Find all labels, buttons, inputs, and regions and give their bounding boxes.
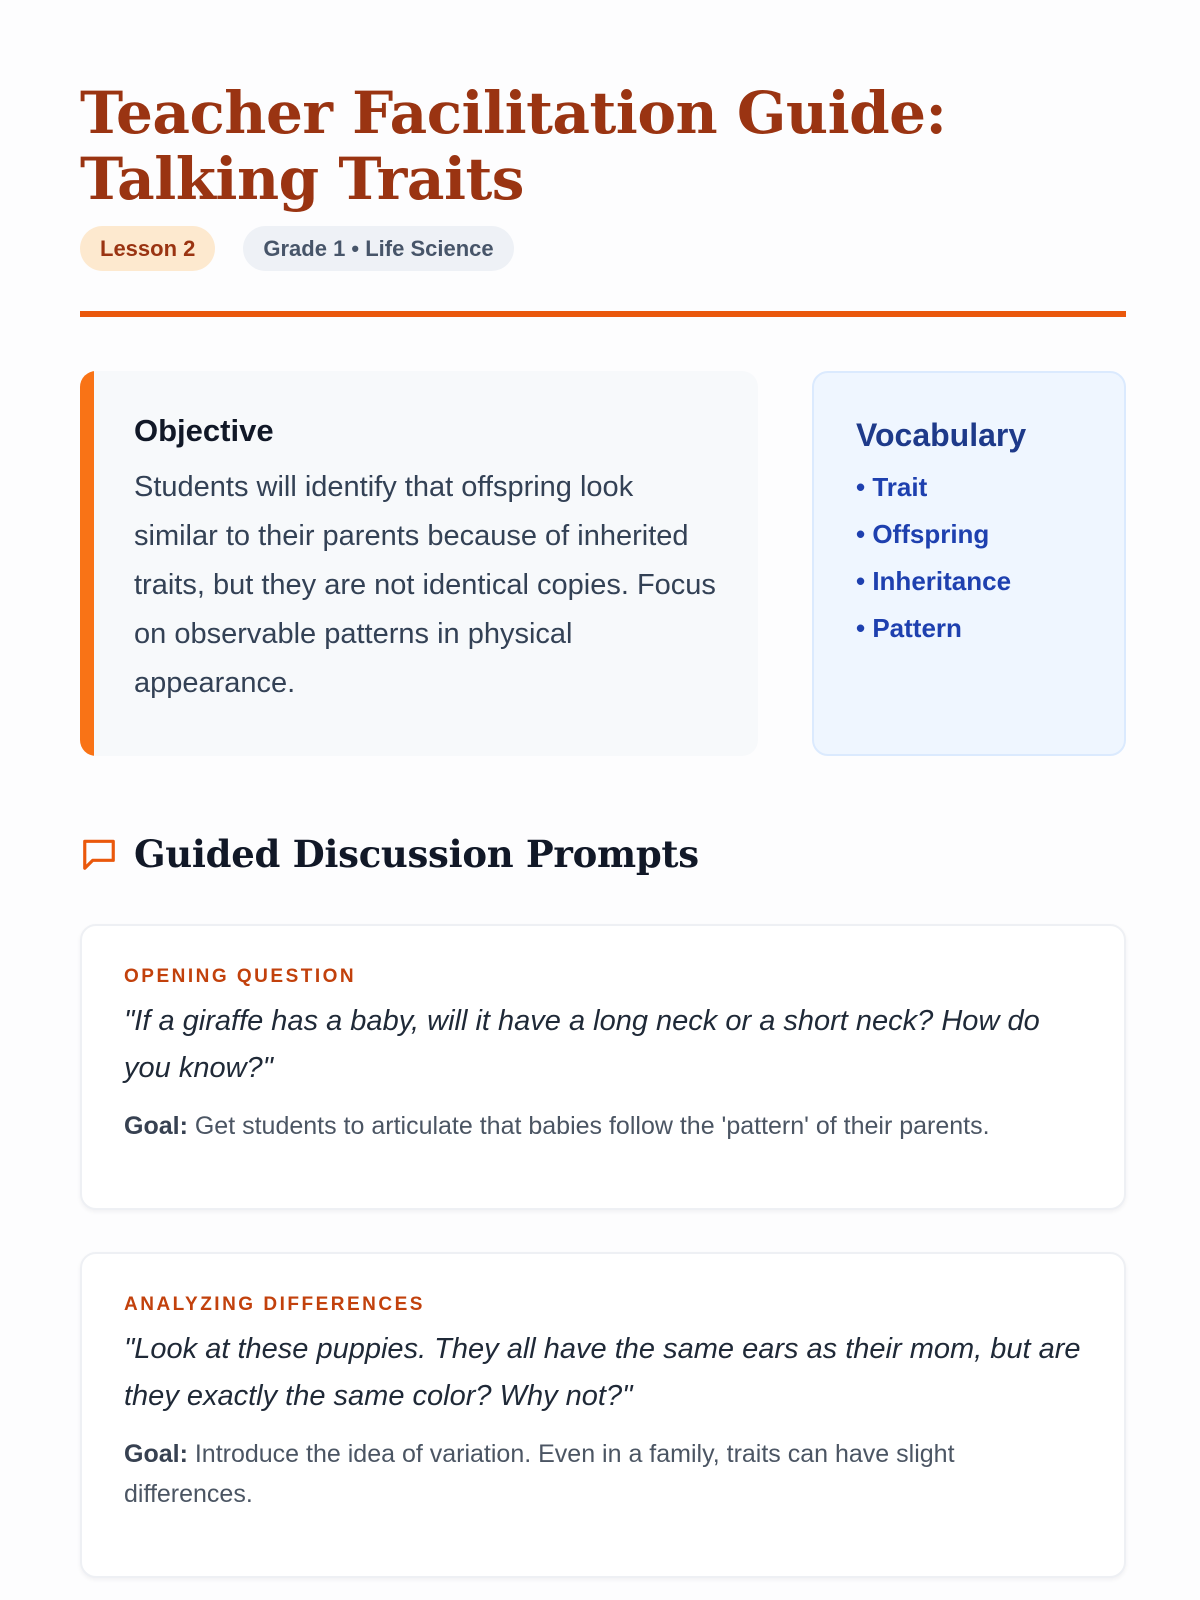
- discussion-title: Guided Discussion Prompts: [134, 832, 699, 876]
- objective-accent-bar: [80, 371, 94, 756]
- page-title: Teacher Facilitation Guide: Talking Traits: [80, 79, 947, 213]
- vocabulary-item: • Pattern: [856, 613, 962, 643]
- prompt-goal: [124, 1106, 1082, 1146]
- prompt-question: "If a giraffe has a baby, will it have a long neck or a short neck? How do you know?": [124, 1005, 1040, 1084]
- badge-row: [80, 226, 1120, 271]
- goal-label: Goal:: [124, 1112, 188, 1140]
- prompt-label: ANALYZING DIFFERENCES: [124, 1294, 425, 1315]
- prompt-card-differences: [80, 1252, 1126, 1578]
- goal-text: Introduce the idea of variation. Even in a family, traits can have slight differences.: [124, 1440, 955, 1508]
- vocabulary-heading: Vocabulary: [856, 417, 1027, 453]
- discussion-section-header: [80, 826, 1120, 882]
- vocabulary-item: • Offspring: [856, 519, 990, 549]
- vocabulary-card: [812, 371, 1126, 756]
- grade-badge: Grade 1 • Life Science: [243, 226, 513, 271]
- speech-bubble-icon: [80, 835, 118, 873]
- prompt-goal: [124, 1434, 1082, 1514]
- prompt-label: OPENING QUESTION: [124, 966, 357, 987]
- prompt-card-opening: [80, 924, 1126, 1210]
- vocabulary-item: • Trait: [856, 472, 928, 502]
- vocabulary-item: • Inheritance: [856, 566, 1012, 596]
- objective-text: Students will identify that offspring look similar to their parents because of inherited traits, but they are not identical copies. Focus on observable patterns in physical appearance.: [134, 471, 716, 699]
- objective-heading: Objective: [134, 413, 274, 448]
- goal-label: Goal:: [124, 1440, 188, 1468]
- info-row: [80, 371, 1126, 756]
- prompt-question: "Look at these puppies. They all have the same ears as their mom, but are they exactly the same color? Why not?": [124, 1333, 1081, 1412]
- lesson-badge: Lesson 2: [80, 226, 215, 271]
- objective-card: [80, 371, 758, 756]
- header-divider: [80, 311, 1126, 317]
- vocabulary-list: [856, 464, 1104, 652]
- goal-text: Get students to articulate that babies follow the 'pattern' of their parents.: [187, 1112, 990, 1140]
